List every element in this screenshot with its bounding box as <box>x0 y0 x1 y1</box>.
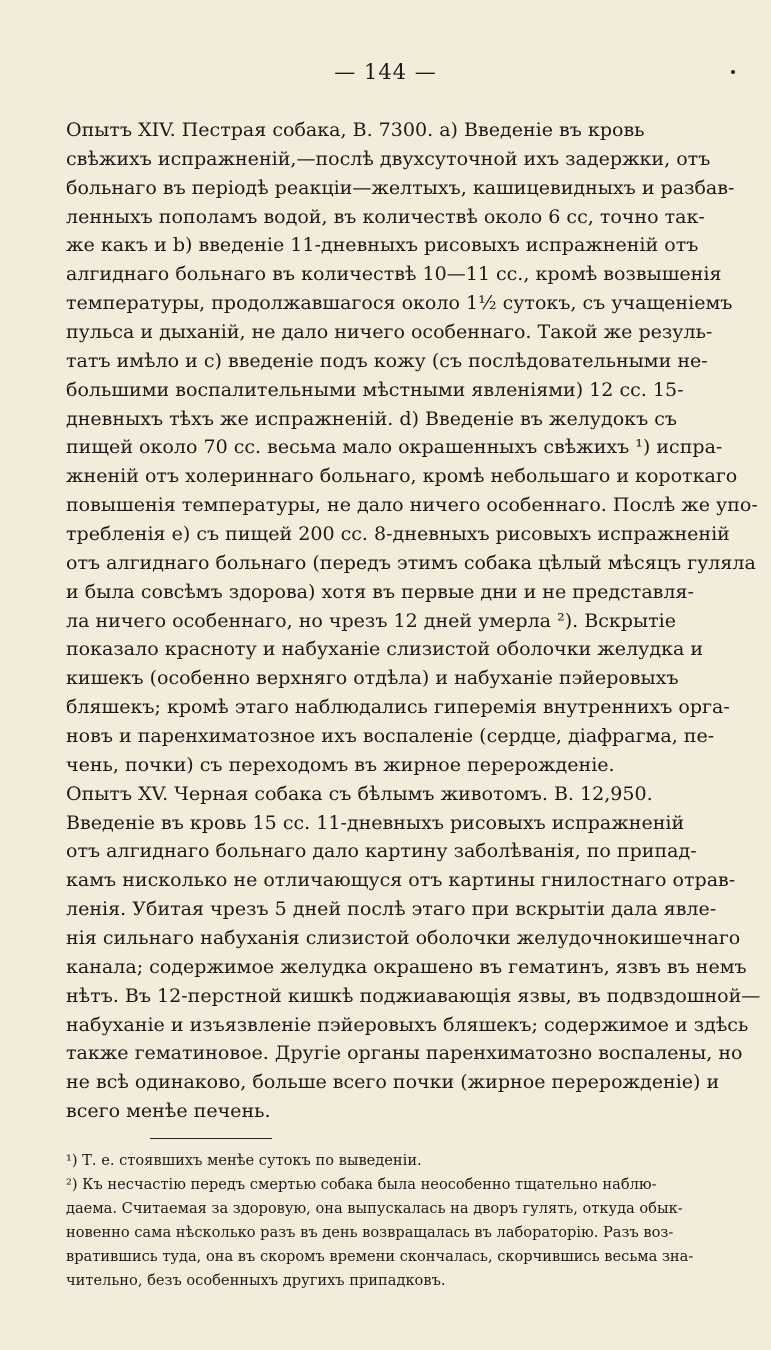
body-line: большими воспалительными мѣстными явленіями) 12 сс. 15- <box>66 378 684 401</box>
footnote-divider <box>150 1138 272 1139</box>
body-line: нѣтъ. Въ 12-перстной кишкѣ поджиавающія язвы, въ подвздошной— <box>66 984 761 1007</box>
body-line: температуры, продолжавшагося около 1½ сутокъ, съ учащеніемъ <box>66 292 733 315</box>
body-line: канала; содержимое желудка окрашено въ гематинъ, язвъ въ немъ <box>66 955 747 978</box>
body-line: не всѣ одинаково, больше всего почки (жирное перерожденіе) и <box>66 1071 720 1094</box>
body-line: Введеніе въ кровь 15 сс. 11-дневныхъ рисовыхъ испражненій <box>66 811 685 834</box>
footnote-line: чительно, безъ особенныхъ другихъ припадковъ. <box>66 1272 446 1289</box>
body-line: ла ничего особеннаго, но чрезъ 12 дней умерла ²). Вскрытіе <box>66 609 676 632</box>
body-line: дневныхъ тѣхъ же испражненій. d) Введеніе въ желудокъ съ <box>66 407 677 430</box>
body-line: кишекъ (особенно верхняго отдѣла) и набуханіе пэйеровыхъ <box>66 667 679 690</box>
ink-speck <box>731 70 735 74</box>
footnote-line: вратившись туда, она въ скоромъ времени скончалась, скорчившись весьма зна- <box>66 1248 694 1265</box>
body-line: жненій отъ холериннаго больнаго, кромѣ небольшаго и короткаго <box>66 465 738 488</box>
body-line: также гематиновое. Другіе органы паренхиматозно воспалены, но <box>66 1042 743 1065</box>
body-line: повышенія температуры, не дало ничего особеннаго. Послѣ же упо- <box>66 494 758 517</box>
body-line: отъ алгиднаго больнаго дало картину заболѣванія, по припад- <box>66 840 697 863</box>
body-line: пульса и дыханій, не дало ничего особеннаго. Такой же резуль- <box>66 321 713 343</box>
body-line: всего менѣе печень. <box>66 1100 271 1123</box>
body-line: новъ и паренхиматозное ихъ воспаленіе (сердце, діафрагма, пе- <box>66 725 715 747</box>
body-line: показало красноту и набуханіе слизистой оболочки желудка и <box>66 638 704 661</box>
body-line: пищей около 70 сс. весьма мало окрашенныхъ свѣжихъ ¹) испра- <box>66 436 723 459</box>
body-line: камъ нисколько не отличающуся отъ картины гнилостнаго отрав- <box>66 869 736 892</box>
body-line: ленныхъ пополамъ водой, въ количествѣ около 6 сс, точно так- <box>66 205 705 228</box>
body-line: свѣжихъ испражненій,—послѣ двухсуточной ихъ задержки, отъ <box>66 147 711 170</box>
body-line: и была совсѣмъ здорова) хотя въ первые дни и не представля- <box>66 580 694 603</box>
body-line: Опытъ XIV. Пестрая собака, В. 7300. a) Введеніе въ кровь <box>66 119 645 141</box>
body-line: ленія. Убитая чрезъ 5 дней послѣ этаго при вскрытіи дала явле- <box>66 898 717 921</box>
body-line: нія сильнаго набуханія слизистой оболочки желудочнокишечнаго <box>66 927 741 949</box>
body-line: татъ имѣло и c) введеніе подъ кожу (съ послѣдовательными не- <box>66 349 708 372</box>
footnote-line: ²) Къ несчастію передъ смертью собака была неособенно тщательно наблю- <box>66 1176 657 1193</box>
footnote-line: новенно сама нѣсколько разъ въ день возвращалась въ лабораторію. Разъ воз- <box>66 1224 674 1241</box>
body-line: бляшекъ; кромѣ этаго наблюдались гиперемія внутреннихъ орга- <box>66 696 730 719</box>
body-line: требленія e) съ пищей 200 сс. 8-дневныхъ рисовыхъ испражненій <box>66 523 730 545</box>
footnote-line: даема. Считаемая за здоровую, она выпускалась на дворъ гулять, откуда обык- <box>66 1200 683 1217</box>
page-number: — 144 — <box>334 60 437 84</box>
body-line: чень, почки) съ переходомъ въ жирное перерожденіе. <box>66 753 615 776</box>
body-line: набуханіе и изъязвленіе пэйеровыхъ бляшекъ; содержимое и здѣсь <box>66 1013 749 1036</box>
body-line: больнаго въ періодѣ реакціи—желтыхъ, кашицевидныхъ и разбав- <box>66 176 735 199</box>
body-line: же какъ и b) введеніе 11-дневныхъ рисовыхъ испражненій отъ <box>66 234 699 257</box>
body-line: отъ алгиднаго больнаго (передъ этимъ собака цѣлый мѣсяцъ гуляла <box>66 551 756 574</box>
footnote-line: ¹) Т. е. стоявшихъ менѣе сутокъ по выведеніи. <box>66 1152 422 1169</box>
body-line: Опытъ XV. Черная собака съ бѣлымъ животомъ. В. 12,950. <box>66 782 653 805</box>
body-line: алгиднаго больнаго въ количествѣ 10—11 сс., кромѣ возвышенія <box>66 263 722 286</box>
